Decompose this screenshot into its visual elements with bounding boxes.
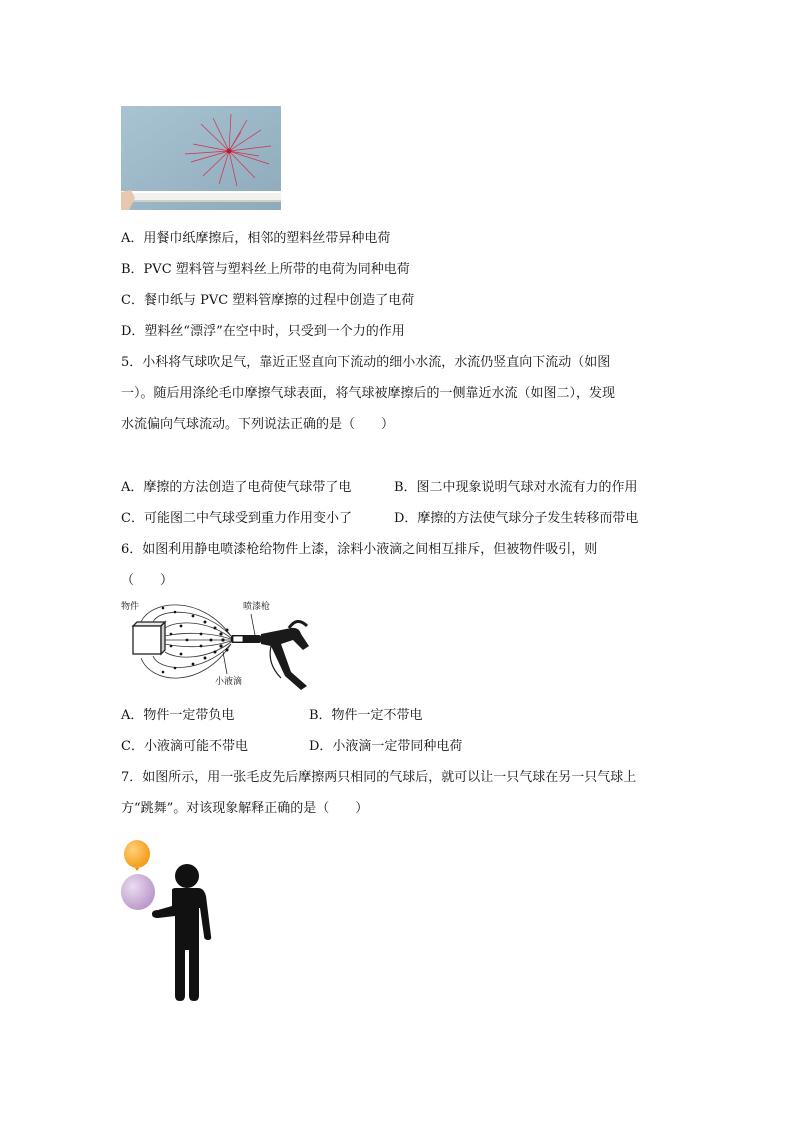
q5-stem-line-2: 一）。随后用涤纶毛巾摩擦气球表面，将气球被摩擦后的一侧靠近水流（如图二），发现 [121, 386, 616, 401]
q5-option-c: C．可能图二中气球受到重力作用变小了 [121, 511, 352, 526]
q5-stem-line-1: 5．小科将气球吹足气，靠近正竖直向下流动的细小水流，水流仍竖直向下流动（如图 [121, 355, 611, 370]
person-silhouette [152, 864, 211, 1001]
q5-option-a: A．摩擦的方法创造了电荷使气球带了电 [121, 480, 352, 495]
q5-stem-line-3: 水流偏向气球流动。下列说法正确的是（ ） [121, 417, 395, 432]
spray-gun-diagram [121, 598, 321, 694]
q6-stem-line-1: 6．如图利用静电喷漆枪给物件上漆，涂料小液滴之间相互排斥，但被物件吸引，则 [121, 542, 598, 557]
q6-stem-line-2: （ ） [121, 573, 174, 588]
q4-option-a: A．用餐巾纸摩擦后，相邻的塑料丝带异种电荷 [121, 231, 391, 246]
q6-option-b: B．物件一定不带电 [309, 708, 423, 723]
object-box [133, 622, 165, 654]
label-droplet: 小液滴 [215, 677, 243, 687]
balloon-dance-figure [118, 836, 218, 1002]
q4-option-c: C．餐巾纸与 PVC 塑料管摩擦的过程中创造了电荷 [121, 293, 415, 308]
floating-strands-photo [121, 106, 281, 210]
q6-option-d: D．小液滴一定带同种电荷 [309, 739, 463, 754]
orange-balloon [124, 840, 150, 868]
q5-option-d: D．摩擦的方法使气球分子发生转移而带电 [394, 511, 639, 526]
q4-option-b: B．PVC 塑料管与塑料丝上所带的电荷为同种电荷 [121, 262, 410, 277]
purple-balloon [121, 874, 155, 910]
label-object: 物件 [121, 602, 140, 612]
q6-option-a: A．物件一定带负电 [121, 708, 235, 723]
q7-stem-line-2: 方“跳舞”。对该现象解释正确的是（ ） [121, 801, 369, 816]
q7-stem-line-1: 7．如图所示，用一张毛皮先后摩擦两只相同的气球后，就可以让一只气球在另一只气球上 [121, 770, 637, 785]
q6-option-c: C．小液滴可能不带电 [121, 739, 248, 754]
label-spray-gun: 喷漆枪 [243, 602, 271, 612]
spray-gun [231, 621, 309, 690]
q5-option-b: B．图二中现象说明气球对水流有力的作用 [394, 480, 638, 495]
q4-option-d: D．塑料丝“漂浮”在空中时，只受到一个力的作用 [121, 324, 405, 339]
